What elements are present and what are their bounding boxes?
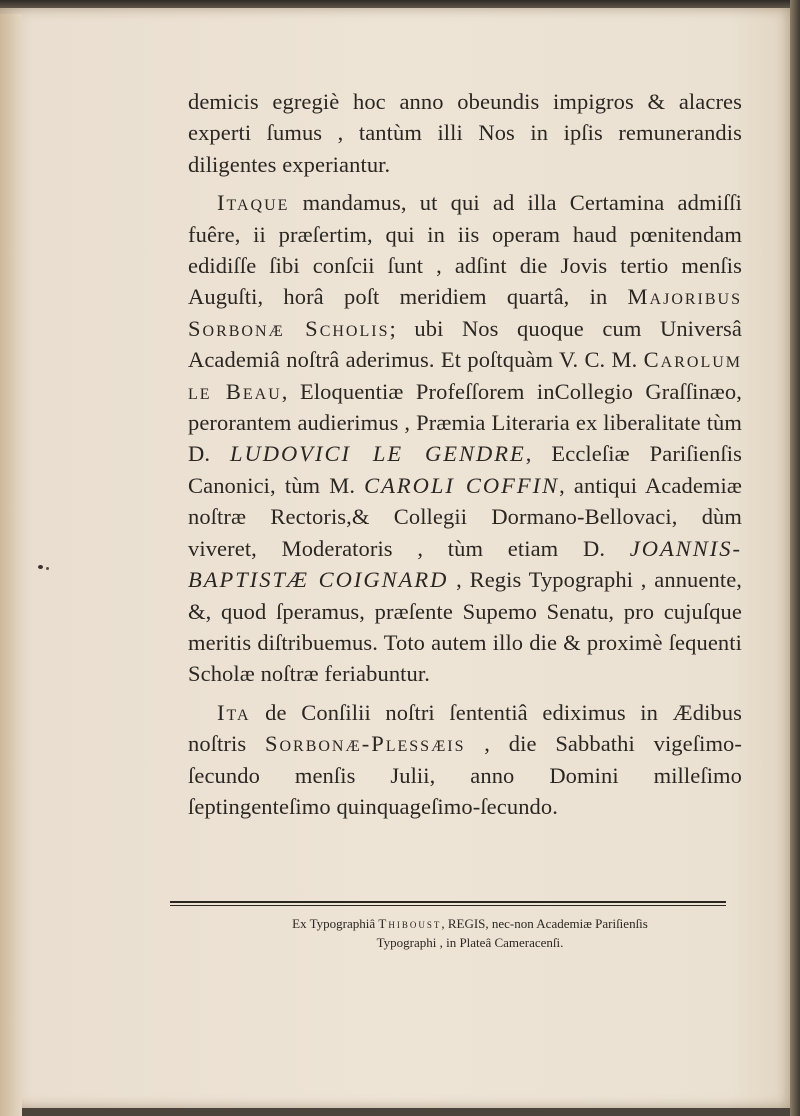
body-text xyxy=(188,86,742,822)
text-segment: , Regis Typographi , annuente, &, quod ſperamus, præſente Supemo Senatu, pro cujuſque meritis diſtribuemus. Toto autem illo die & proximè ſequenti Scholæ noſtræ feriabuntur. xyxy=(188,567,743,687)
text-segment: LUDOVICI LE GENDRE xyxy=(230,441,526,467)
text-segment: de Conſilii noſtri ſententiâ ediximus in Ædibus noſtris xyxy=(188,699,742,757)
imprint-line-1 xyxy=(210,914,730,933)
text-segment: CAROLI COFFIN xyxy=(364,472,560,498)
page-gutter xyxy=(0,14,22,1116)
paragraph xyxy=(188,697,742,823)
text-segment: Itaque xyxy=(217,190,290,216)
text-segment: Carolum le Beau xyxy=(188,347,742,404)
text-segment: Sorbonæ-Plessæis xyxy=(264,731,466,757)
text-segment: Majoribus Sorbonæ Scholis xyxy=(188,284,742,341)
ink-spot xyxy=(38,565,43,569)
text-segment: , Eloquentiæ Profeſſorem inCollegio Graſſinæo, perorantem audierimus , Præmia Literaria ex liberalitate tùm D. xyxy=(188,378,742,467)
footer-rule xyxy=(170,901,726,903)
imprint xyxy=(210,914,730,952)
paragraph xyxy=(188,86,742,180)
text-segment: , Eccleſiæ Pariſienſis Canonici, tùm M. xyxy=(188,441,742,498)
text-segment: Ita xyxy=(217,699,251,725)
ink-spot xyxy=(46,567,49,570)
imprint-printer-name: Thiboust xyxy=(378,916,442,931)
text-segment: , antiqui Academiæ noſtræ Rectoris,& Collegii Dormano-Bellovaci, dùm viveret, Moderatoris , tùm etiam D. xyxy=(188,472,742,561)
text-segment: ; ubi Nos quoque cum Universâ Academiâ noſtrâ aderimus. Et poſtquàm V. C. M. xyxy=(188,315,742,373)
text-segment: , die Sabbathi vigeſimo-ſecundo menſis Julii, anno Domini milleſimo ſeptingenteſimo quinquageſimo-ſecundo. xyxy=(188,731,742,819)
book-right-edge xyxy=(790,0,800,1116)
text-segment: demicis egregiè hoc anno obeundis impigros & alacres experti ſumus , tantùm illi Nos in ipſis remunerandis diligentes experiantur. xyxy=(188,89,742,177)
footer-rule xyxy=(170,905,726,906)
imprint-rest: , REGIS, nec-non Academiæ Pariſienſis xyxy=(441,916,648,931)
text-segment: mandamus, ut qui ad illa Certamina admiſſi fuêre, ii præſertim, qui in iis operam haud pœnitendam edidiſſe ſibi conſcii ſunt , adſint die Jovis tertio menſis Auguſti, horâ poſt meridiem quartâ, in xyxy=(188,190,742,310)
imprint-prefix: Ex Typographiâ xyxy=(292,916,379,931)
paragraph xyxy=(188,187,742,690)
imprint-line-2: Typographi , in Plateâ Cameracenſi. xyxy=(376,935,564,950)
text-segment: JOANNIS-BAPTISTÆ COIGNARD xyxy=(188,535,742,593)
